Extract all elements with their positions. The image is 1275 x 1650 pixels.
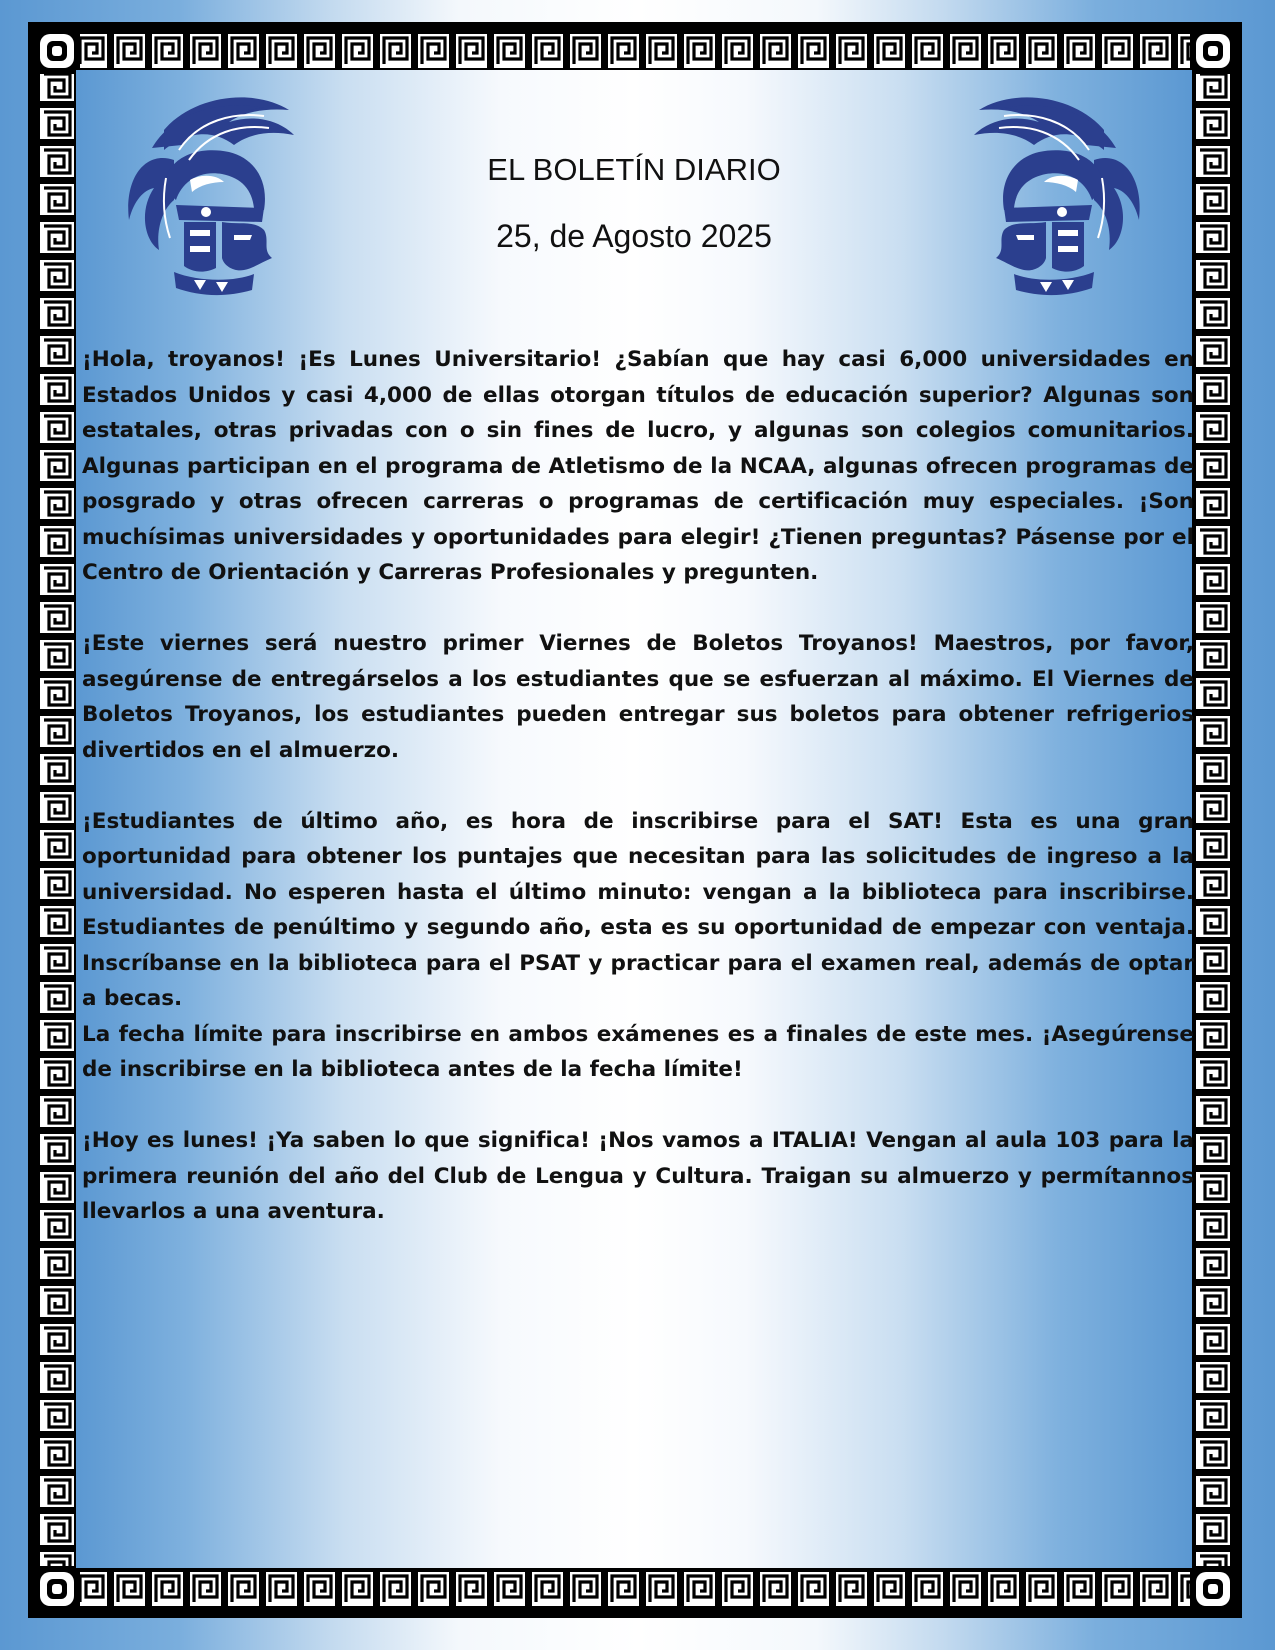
paragraph-deadline: La fecha límite para inscribirse en ambos exámenes es a finales de este mes. ¡Asegúrense de inscribirse en la biblioteca antes de la fecha límite!	[82, 1021, 1194, 1082]
paragraph-language-club: ¡Hoy es lunes! ¡Ya saben lo que significa! ¡Nos vamos a ITALIA! Vengan al aula 103 para la primera reunión del año del Club de Lengua y Cultura. Traigan su almuerzo y permítannos llevarlos a una aventura.	[82, 1128, 1194, 1224]
trojan-helmet-icon	[964, 90, 1164, 300]
corner-ornament-icon	[1190, 28, 1236, 74]
corner-ornament-icon	[34, 1566, 80, 1612]
corner-ornament-icon	[1190, 1566, 1236, 1612]
bulletin-date: 25, de Agosto 2025	[496, 218, 772, 254]
border-top	[34, 28, 1236, 74]
trojan-helmet-icon	[104, 90, 304, 300]
bulletin-body	[82, 342, 1194, 1265]
corner-ornament-icon	[34, 28, 80, 74]
bulletin-title: EL BOLETÍN DIARIO	[487, 152, 781, 187]
paragraph-college-monday: ¡Hola, troyanos! ¡Es Lunes Universitario! ¿Sabían que hay casi 6,000 universidades en Estados Unidos y casi 4,000 de ellas otorgan títulos de educación superior? Algunas son estatales, otras privadas con o sin fines de lucro, y algunas son colegios comunitarios. Algunas participan en el programa de Atletismo de la NCAA, algunas ofrecen programas de posgrado y otras ofrecen carreras o programas de certificación muy especiales. ¡Son muchísimas universidades y oportunidades para elegir! ¿Tienen preguntas? Pásense por el Centro de Orientación y Carreras Profesionales y pregunten.	[82, 347, 1194, 585]
border-right	[1190, 28, 1236, 1612]
paragraph-sat-registration: ¡Estudiantes de último año, es hora de inscribirse para el SAT! Esta es una gran oportunidad para obtener los puntajes que necesitan para las solicitudes de ingreso a la universidad. No esperen hasta el último minuto: vengan a la biblioteca para inscribirse. Estudiantes de penúltimo y segundo año, esta es su oportunidad de empezar con ventaja. Inscríbanse en la biblioteca para el PSAT y practicar para el examen real, además de optar a becas.	[82, 808, 1194, 1011]
border-bottom	[34, 1566, 1236, 1612]
border-left	[34, 28, 80, 1612]
paragraph-trojan-tickets: ¡Este viernes será nuestro primer Viernes de Boletos Troyanos! Maestros, por favor, asegúrense de entregárselos a los estudiantes que se esfuerzan al máximo. El Viernes de Boletos Troyanos, los estudiantes pueden entregar sus boletos para obtener refrigerios divertidos en el almuerzo.	[82, 631, 1194, 763]
bulletin-page	[76, 70, 1192, 1568]
